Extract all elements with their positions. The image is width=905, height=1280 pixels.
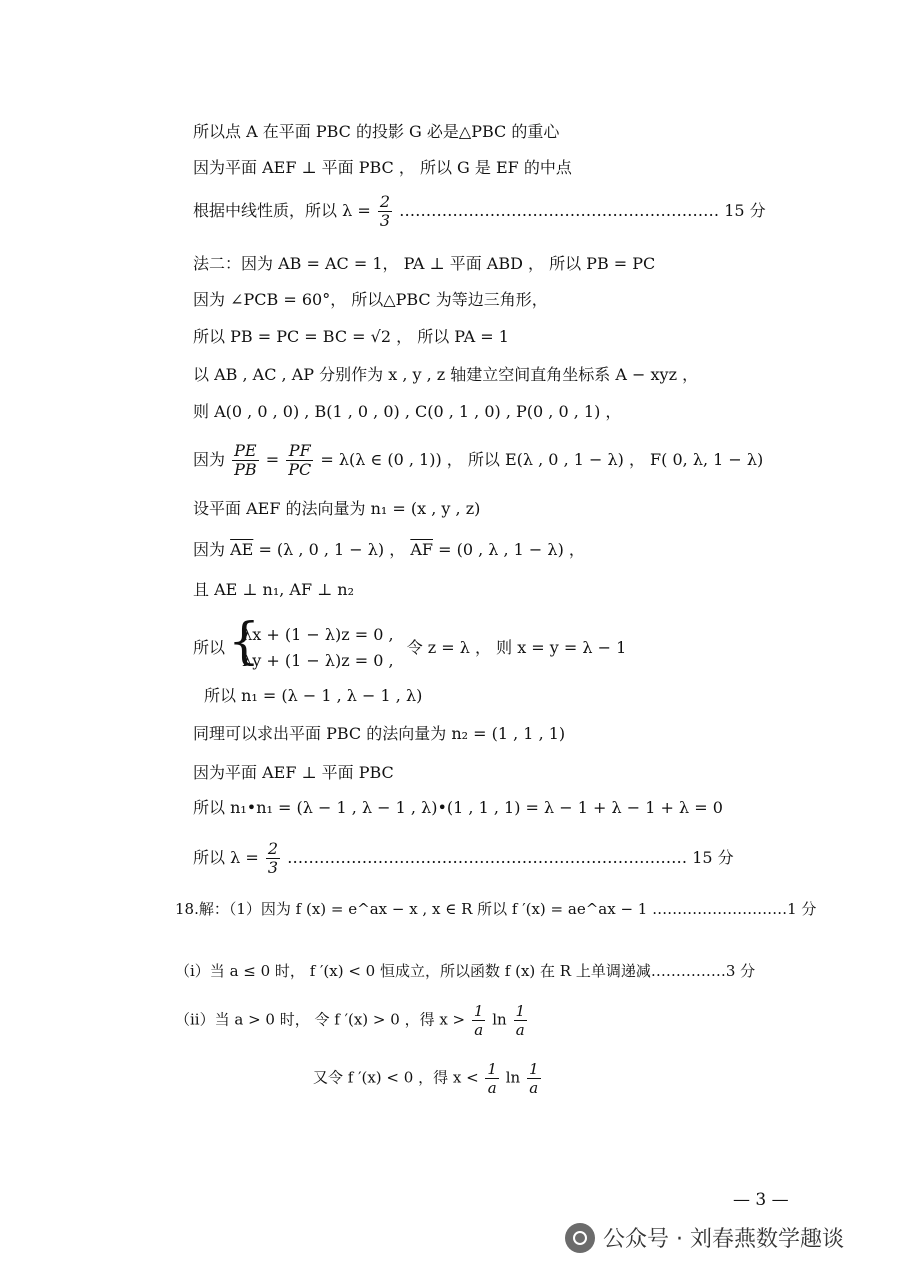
line-4: 法二：因为 AB = AC = 1， PA ⊥ 平面 ABD ， 所以 PB = PC <box>193 254 656 273</box>
ln-text: ln <box>505 1068 521 1087</box>
line-3 <box>193 193 766 230</box>
fraction-den: a <box>529 1079 539 1097</box>
line-15: 同理可以求出平面 PBC 的法向量为 n₂ = (1 , 1 , 1) <box>193 724 566 743</box>
fraction-two-thirds <box>378 193 392 230</box>
line-13-pre: 所以 <box>193 638 226 657</box>
fraction-den: a <box>515 1021 525 1039</box>
line-13 <box>193 622 626 674</box>
vector-af: $\overline{AF}$ <box>410 540 433 559</box>
line-6: 所以 PB = PC = BC = √2 ， 所以 PA = 1 <box>193 327 509 346</box>
line-18-pre: 所以 λ = <box>193 848 259 867</box>
line-11-mid: = (λ , 0 , 1 − λ) ， <box>258 540 406 559</box>
fraction-num: 1 <box>529 1060 539 1078</box>
line-11-pre: 因为 <box>193 540 226 559</box>
fraction-one-over-a-3 <box>485 1060 499 1097</box>
watermark-text: 公众号 · 刘春燕数学趣谈 <box>603 1227 844 1252</box>
score: 15 分 <box>692 848 734 867</box>
fraction-num: 1 <box>473 1002 484 1020</box>
line-9-pre: 因为 <box>193 450 226 469</box>
line-16: 因为平面 AEF ⊥ 平面 PBC <box>193 763 394 782</box>
line-1: 所以点 A 在平面 PBC 的投影 G 必是△PBC 的重心 <box>193 122 560 141</box>
fraction-one-over-a <box>472 1002 486 1039</box>
equation-system <box>230 622 394 674</box>
line-2: 因为平面 AEF ⊥ 平面 PBC ， 所以 G 是 EF 的中点 <box>193 158 572 177</box>
fraction-den: a <box>474 1021 484 1039</box>
line-21-pre: （ii）当 a > 0 时， 令 f ′(x) > 0 ，得 x > <box>175 1010 466 1029</box>
equals-sign: = <box>265 450 280 469</box>
line-5: 因为 ∠PCB = 60°， 所以△PBC 为等边三角形， <box>193 290 548 309</box>
fraction-num: PF <box>286 442 313 461</box>
fraction-den: 3 <box>267 858 279 877</box>
ln-text: ln <box>492 1010 507 1029</box>
fraction-one-over-a-4 <box>527 1060 541 1097</box>
fraction-num: 1 <box>487 1060 497 1078</box>
line-21 <box>175 1002 529 1039</box>
line-17: 所以 n₁•n₁ = (λ − 1 , λ − 1 , λ)•(1 , 1 , 1) = λ − 1 + λ − 1 + λ = 0 <box>193 798 723 817</box>
line-9 <box>193 442 763 479</box>
line-22-pre: 又令 f ′(x) < 0 ，得 x < <box>313 1068 479 1087</box>
line-14: 所以 n₁ = (λ − 1 , λ − 1 , λ) <box>204 686 423 705</box>
watermark <box>565 1222 844 1253</box>
fraction-pf-pc <box>286 442 313 479</box>
fraction-two-thirds-2 <box>266 840 280 877</box>
fraction-den: 3 <box>379 211 391 230</box>
fraction-one-over-a-2 <box>514 1002 528 1039</box>
fraction-den: PB <box>234 460 257 479</box>
line-19: 18.解：（1）因为 f (x) = e^ax − x , x ∈ R 所以 f ′(x) = ae^ax − 1 ………………………1 分 <box>175 900 817 918</box>
line-11-post: = (0 , λ , 1 − λ) ， <box>438 540 585 559</box>
line-8: 则 A(0 , 0 , 0) , B(1 , 0 , 0) , C(0 , 1 , 0) , P(0 , 0 , 1) ， <box>193 402 622 421</box>
wechat-icon <box>565 1223 595 1253</box>
line-7: 以 AB , AC , AP 分别作为 x , y , z 轴建立空间直角坐标系 A − xyz ， <box>193 365 699 384</box>
fraction-pe-pb <box>232 442 259 479</box>
fraction-num: 1 <box>515 1002 526 1020</box>
line-18 <box>193 840 734 877</box>
line-11 <box>193 539 585 561</box>
score: 15 分 <box>724 201 766 220</box>
line-9-post: = λ(λ ∈ (0 , 1)) ， 所以 E(λ , 0 , 1 − λ) ， F( 0, λ, 1 − λ) <box>320 450 764 469</box>
line-3-text: 根据中线性质，所以 λ = <box>193 201 371 220</box>
line-13-post: 令 z = λ ， 则 x = y = λ − 1 <box>406 638 627 657</box>
vector-ae: $\overline{AE}$ <box>230 540 254 559</box>
equation-1: { λx + (1 − λ)z = 0 , <box>242 625 394 644</box>
equation-2: λy + (1 − λ)z = 0 , <box>242 651 394 670</box>
line-22 <box>313 1060 543 1097</box>
fraction-den: PC <box>288 460 312 479</box>
leader-dots: …………………………………………………… <box>399 201 720 220</box>
page-number: — 3 — <box>733 1190 789 1210</box>
fraction-num: PE <box>232 442 259 461</box>
line-20: （i）当 a ≤ 0 时， f ′(x) < 0 恒成立，所以函数 f (x) 在 R 上单调递减……………3 分 <box>175 962 756 980</box>
leader-dots: ………………………………………………………………… <box>287 848 688 867</box>
line-12: 且 AE ⊥ n₁, AF ⊥ n₂ <box>193 580 355 599</box>
fraction-den: a <box>487 1079 497 1097</box>
fraction-num: 2 <box>267 839 279 858</box>
line-10: 设平面 AEF 的法向量为 n₁ = (x , y , z) <box>193 499 481 518</box>
fraction-num: 2 <box>379 192 391 211</box>
